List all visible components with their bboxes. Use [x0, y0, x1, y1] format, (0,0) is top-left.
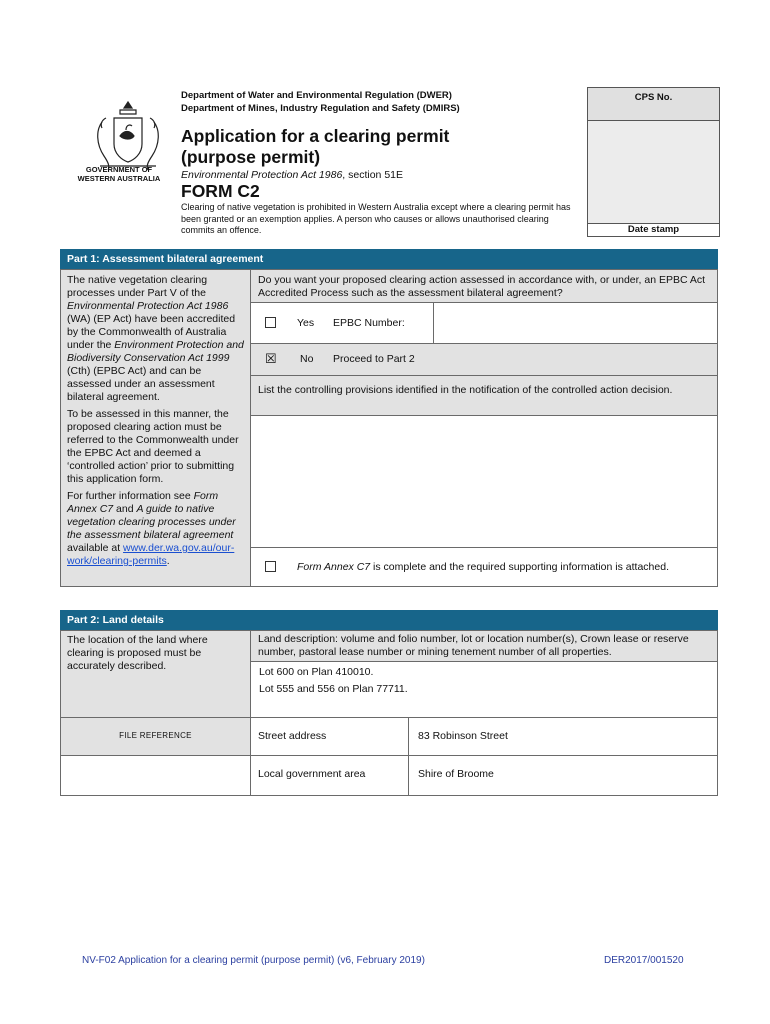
yes-checkbox[interactable]	[265, 317, 276, 328]
form-code: FORM C2	[181, 181, 260, 201]
dept-dwer: Department of Water and Environmental Regulation (DWER)	[181, 90, 452, 101]
provisions-prompt: List the controlling provisions identified in the notification of the controlled action decision.	[258, 384, 673, 396]
land-desc-field[interactable]	[251, 662, 717, 717]
epbc-number-label: EPBC Number:	[333, 317, 405, 329]
proceed-label: Proceed to Part 2	[333, 353, 415, 365]
p3-end: .	[166, 555, 170, 567]
date-stamp-label: Date stamp	[588, 223, 719, 236]
land-desc-prompt: Land description: volume and folio number, lot or location number(s), Crown lease or reserve number, pastoral lease number or mining tenement number of all properties.	[258, 633, 689, 658]
land-line2: Lot 555 and 556 on Plan 77711.	[259, 683, 408, 695]
file-reference-cell	[61, 718, 250, 755]
file-ref-hline	[61, 755, 250, 756]
clearing-permits-link[interactable]: www.der.wa.gov.au/our-work/clearing-permits	[67, 542, 235, 567]
yes-row-divider	[433, 303, 434, 343]
act-section: , section 51E	[342, 169, 403, 181]
p1-c: (WA) (EP Act) have been accredited by the Commonwealth of Australia under the	[67, 313, 236, 351]
no-checkbox[interactable]: ☒	[265, 351, 277, 366]
part1-left-para2: To be assessed in this manner, the proposed clearing action must be referred to the Commonwealth under the EPBC Act and deemed a ‘controlled action’ prior to submitting this application form.	[67, 408, 239, 485]
lga-label: Local government area	[258, 768, 366, 780]
part2-heading: Part 2: Land details	[60, 610, 718, 630]
question-row	[251, 270, 717, 303]
p3-a: For further information see	[67, 490, 194, 502]
no-label: No	[300, 353, 314, 365]
cps-box	[587, 87, 720, 237]
p3-c: and	[113, 503, 137, 515]
yes-label: Yes	[297, 317, 315, 329]
lga-divider	[408, 756, 409, 795]
title-line1: Application for a clearing permit	[181, 126, 450, 146]
footer-reference: DER2017/001520	[604, 955, 684, 966]
annex-checkbox[interactable]	[265, 561, 276, 572]
act-name: Environmental Protection Act 1986	[181, 169, 343, 181]
p1-e: (Cth) (EPBC Act) and can be assessed under an assessment bilateral agreement.	[67, 365, 215, 403]
act-reference	[181, 169, 403, 181]
part1-left-para1	[67, 274, 247, 404]
p3-e: available at	[67, 542, 124, 554]
p1-b: Environmental Protection Act 1986	[67, 300, 229, 312]
lga-row	[251, 756, 717, 795]
part1-left-para3	[67, 490, 247, 568]
epbc-question: Do you want your proposed clearing action assessed in accordance with, or under, an EPBC Act Accredited Process such as the assessment bilateral agreement?	[258, 274, 706, 299]
intro-text: Clearing of native vegetation is prohibited in Western Australia except where a clearing permit has been granted or an exemption applies. A person who causes or allows unauthorised clearing commits an offence.	[181, 202, 571, 235]
part1-heading: Part 1: Assessment bilateral agreement	[60, 249, 718, 269]
street-row	[251, 718, 717, 756]
annex-statement	[297, 561, 715, 574]
street-label: Street address	[258, 730, 327, 742]
lga-field[interactable]: Shire of Broome	[418, 768, 494, 780]
street-field[interactable]: 83 Robinson Street	[418, 730, 508, 742]
part2-left-text: The location of the land where clearing is proposed must be accurately described.	[67, 634, 208, 672]
no-row	[251, 344, 717, 376]
cps-label: CPS No.	[588, 88, 719, 121]
government-wordmark	[76, 165, 162, 183]
annex-name: Form Annex C7	[297, 561, 371, 573]
p3-d: A guide to native vegetation clearing processes under the assessment bilateral agreement	[67, 503, 236, 541]
annex-rest: is complete and the required supporting information is attached.	[370, 561, 669, 573]
page-title	[181, 126, 449, 168]
land-desc-row	[251, 631, 717, 662]
p3-b: Form Annex C7	[67, 490, 219, 515]
part1-left-text	[67, 274, 247, 568]
provisions-row	[251, 376, 717, 416]
land-line1: Lot 600 on Plan 410010.	[259, 666, 374, 678]
p1-a: The native vegetation clearing processes under Part V of the	[67, 274, 208, 299]
file-reference-label: FILE REFERENCE	[119, 731, 192, 740]
part2-left-cell	[61, 631, 250, 717]
yes-row	[251, 303, 717, 344]
street-divider	[408, 718, 409, 755]
p1-d: Environment Protection and Biodiversity Conservation Act 1999	[67, 339, 244, 364]
department-names	[181, 90, 460, 115]
footer-form-name: NV-F02 Application for a clearing permit (purpose permit) (v6, February 2019)	[82, 955, 425, 966]
annex-row	[251, 548, 717, 586]
epbc-number-field[interactable]	[439, 317, 709, 331]
title-line2: (purpose permit)	[181, 147, 321, 167]
govt-line2: WESTERN AUSTRALIA	[77, 174, 161, 183]
provisions-field[interactable]	[251, 416, 717, 548]
govt-line1: GOVERNMENT OF	[85, 165, 153, 174]
dept-dmirs: Department of Mines, Industry Regulation and Safety (DMIRS)	[181, 102, 460, 114]
